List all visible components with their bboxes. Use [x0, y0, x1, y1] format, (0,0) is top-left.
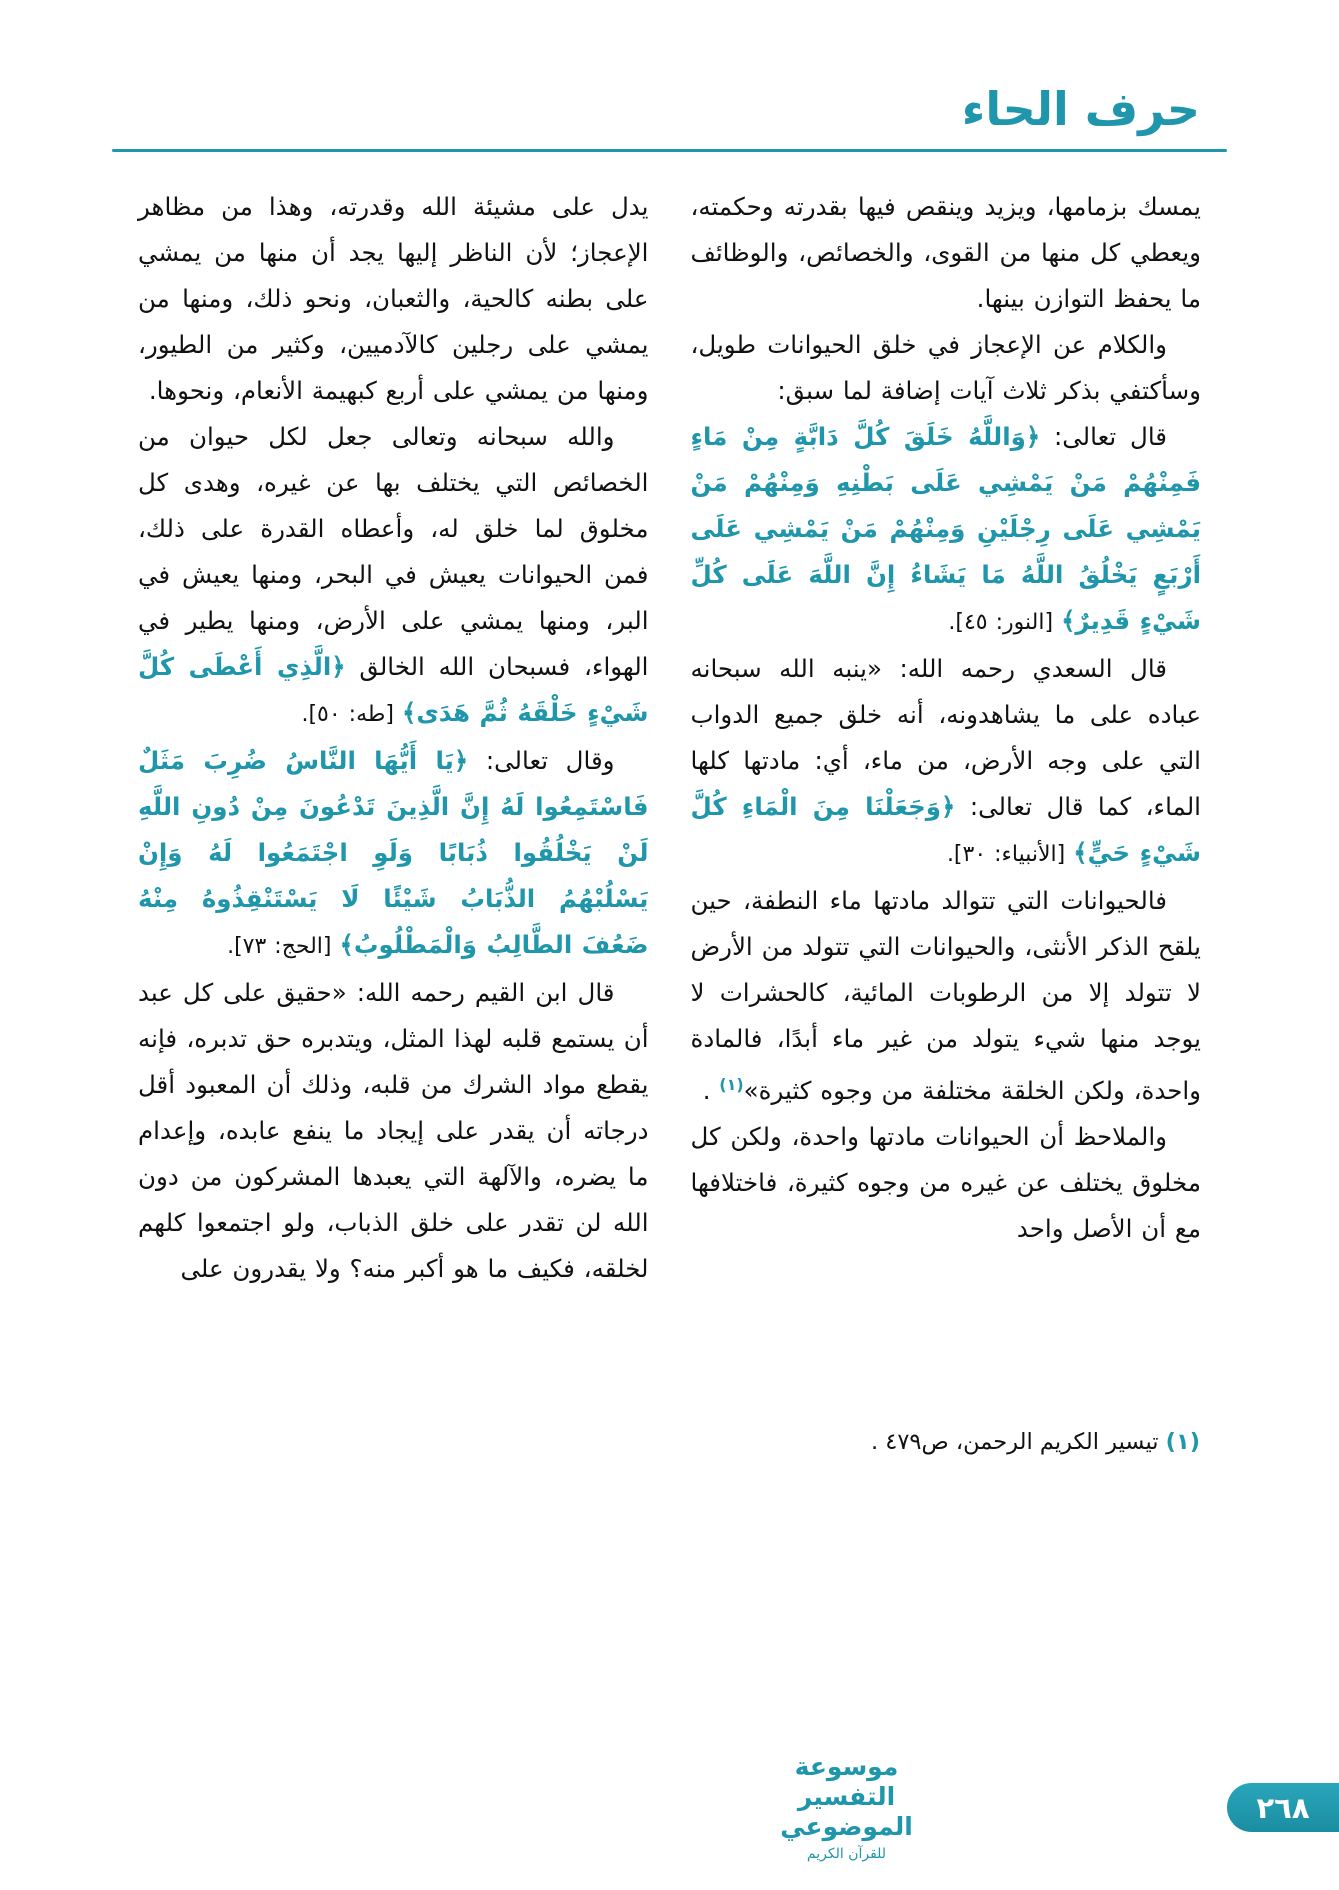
paragraph [138, 414, 649, 738]
text-segment: . [702, 1076, 720, 1106]
paragraph [691, 646, 1202, 878]
quran-verse: ﴿الَّذِي أَعْطَى كُلَّ شَيْءٍ خَلْقَهُ ثُمَّ هَدَى﴾ [138, 652, 649, 727]
footnote-text: تيسير الكريم الرحمن، ص٤٧٩ . [870, 1429, 1166, 1455]
chapter-title-calligraphy: حرف الحاء [961, 82, 1200, 136]
paragraph [691, 322, 1202, 414]
quran-verse: ﴿وَجَعَلْنَا مِنَ الْمَاءِ كُلَّ شَيْءٍ حَيٍّ﴾ [690, 792, 1201, 867]
footnote-number: (١) [1165, 1429, 1200, 1455]
page-number-badge: ٢٦٨ [1227, 1783, 1339, 1832]
paragraph [691, 184, 1202, 322]
verse-reference: [الحج: ٧٣]. [227, 934, 340, 959]
left-column [138, 184, 649, 1292]
text-segment: والكلام عن الإعجاز في خلق الحيوانات طويل، وسأكتفي بذكر ثلاث آيات إضافة لما سبق: [690, 330, 1201, 405]
text-segment: يمسك بزمامها، ويزيد وينقص فيها بقدرته وحكمته، ويعطي كل منها من القوى، والخصائص، والوظائف ما يحفظ التوازن بينها. [690, 192, 1201, 313]
text-segment: يدل على مشيئة الله وقدرته، وهذا من مظاهر الإعجاز؛ لأن الناظر إليها يجد أن منها من يمشي على بطنه كالحية، والثعبان، ونحو ذلك، ومنها من يمشي على رجلين كالآدميين، وكثير من الطيور، ومنها من يمشي على أربع كبهيمة الأنعام، ونحوها. [138, 192, 649, 405]
text-segment: والملاحظ أن الحيوانات مادتها واحدة، ولكن كل مخلوق يختلف عن غيره من وجوه كثيرة، فاختلافها مع أن الأصل واحد [690, 1122, 1201, 1244]
text-segment: قال ابن القيم رحمه الله: «حقيق على كل عبد أن يستمع قلبه لهذا المثل، ويتدبره حق تدبره، فإنه يقطع مواد الشرك من قلبه، وذلك أن المعبود أقل درجاته أن يقدر على إيجاد ما ينفع عابده، وإعدام ما يضره، والآلهة التي يعبدها المشركون من دون الله لن تقدر على خلق الذباب، ولو اجتمعوا كلهم لخلقه، فكيف ما هو أكبر منه؟ ولا يقدرون على [138, 978, 649, 1283]
paragraph [138, 184, 649, 414]
paragraph [691, 1114, 1202, 1252]
logo-subtitle: للقرآن الكريم [806, 1846, 887, 1862]
logo-title: موسوعة التفسير الموضوعي [780, 1752, 913, 1841]
paragraph [691, 878, 1202, 1114]
header-divider [112, 149, 1227, 152]
text-columns [138, 184, 1201, 1292]
paragraph [138, 738, 649, 970]
text-segment: فالحيوانات التي تتوالد مادتها ماء النطفة، حين يلقح الذكر الأنثى، والحيوانات التي تتولد من الأرض لا تتولد إلا من الرطوبات المائية، كالحشرات لا يوجد منها شيء يتولد من غير ماء أبدًا، فالمادة واحدة، ولكن الخلقة مختلفة من وجوه كثيرة» [690, 886, 1201, 1106]
paragraph [138, 970, 649, 1292]
quran-verse: ﴿يَا أَيُّهَا النَّاسُ ضُرِبَ مَثَلٌ فَاسْتَمِعُوا لَهُ إِنَّ الَّذِينَ تَدْعُونَ مِنْ دُونِ اللَّهِ لَنْ يَخْلُقُوا ذُبَابًا وَلَوِ اجْتَمَعُوا لَهُ وَإِنْ يَسْلُبْهُمُ الذُّبَابُ شَيْئًا لَا يَسْتَنْقِذُوهُ مِنْهُ ضَعُفَ الطَّالِبُ وَالْمَطْلُوبُ﴾ [138, 746, 649, 959]
verse-reference: [طه: ٥٠]. [301, 702, 402, 727]
publisher-logo [754, 1752, 939, 1862]
quran-verse: ﴿وَاللَّهُ خَلَقَ كُلَّ دَابَّةٍ مِنْ مَاءٍ فَمِنْهُمْ مَنْ يَمْشِي عَلَى بَطْنِهِ وَمِنْهُمْ مَنْ يَمْشِي عَلَى رِجْلَيْنِ وَمِنْهُمْ مَنْ يَمْشِي عَلَى أَرْبَعٍ يَخْلُقُ اللَّهُ مَا يَشَاءُ إِنَّ اللَّهَ عَلَى كُلِّ شَيْءٍ قَدِيرٌ﴾ [690, 422, 1201, 635]
right-column [691, 184, 1202, 1292]
text-segment: قال السعدي رحمه الله: «ينبه الله سبحانه عباده على ما يشاهدونه، أنه خلق جميع الدواب التي على وجه الأرض، من ماء، أي: مادتها كلها الماء، كما قال تعالى: [690, 654, 1201, 821]
text-segment: والله سبحانه وتعالى جعل لكل حيوان من الخصائص التي يختلف بها عن غيره، وهدى كل مخلوق لما خلق له، وأعطاه القدرة على ذلك، فمن الحيوانات يعيش في البحر، ومنها يعيش في البر، ومنها يمشي على الأرض، ومنها يطير في الهواء، فسبحان الله الخالق [138, 422, 649, 681]
footnote-marker-inline: (١) [719, 1075, 744, 1094]
verse-reference: [الأنبياء: ٣٠]. [946, 842, 1074, 867]
footnote [730, 1422, 1200, 1462]
text-segment: قال تعالى: [1040, 422, 1168, 451]
verse-reference: [النور: ٤٥]. [948, 610, 1062, 635]
paragraph [691, 414, 1202, 646]
text-segment: وقال تعالى: [468, 746, 615, 775]
